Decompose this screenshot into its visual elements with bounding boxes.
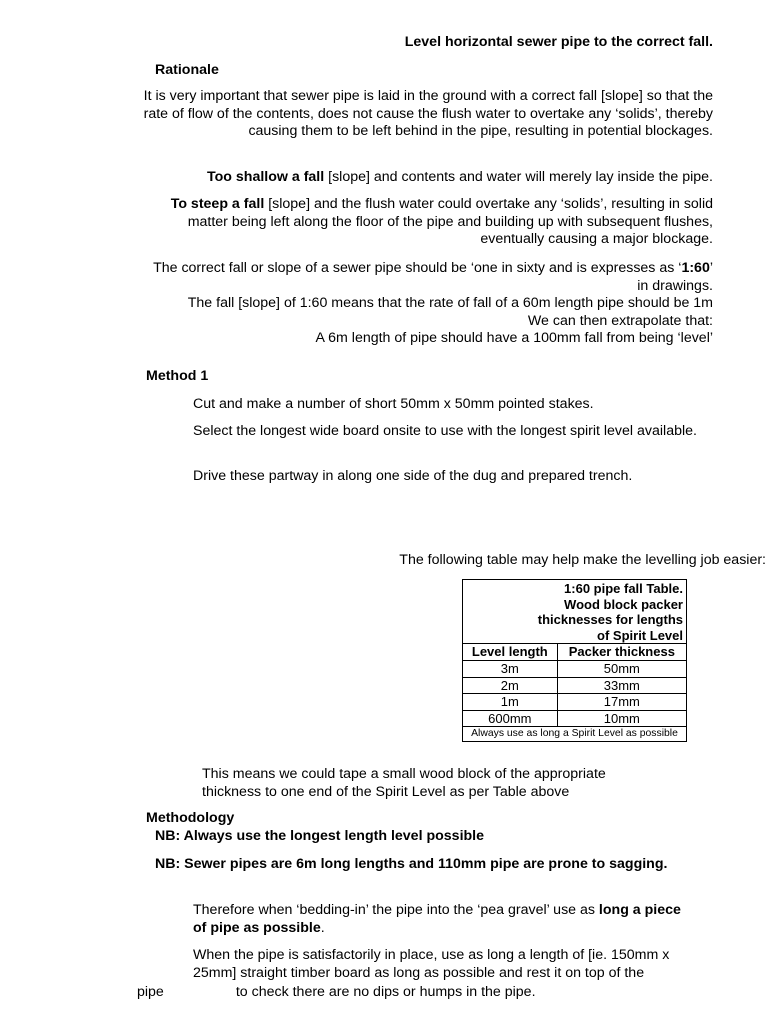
rationale-paragraph-2 — [140, 169, 713, 187]
correct-fall-text-b: ’ in drawings. — [637, 260, 713, 294]
method-1-step-3: Drive these partway in along one side of the dug and prepared trench. — [193, 468, 633, 484]
table-row — [463, 660, 687, 677]
bedding-emphasis: long a piece of pipe as possible — [193, 902, 681, 936]
methodology-step-check: When the pipe is satisfactorily in place, use as long a length of [ie. 150mm x 25mm] straight timber board as long as possible and rest it on top of the — [193, 947, 670, 981]
correct-fall-text-a: The correct fall or slope of a sewer pipe should be ‘one in sixty and is expresses as ‘ — [153, 260, 682, 276]
page-heading: Level horizontal sewer pipe to the correct fall. — [404, 34, 713, 50]
methodology-step-bedding — [193, 902, 693, 937]
level-length-cell: 600mm — [463, 710, 558, 727]
table-intro: The following table may help make the levelling job easier: — [399, 552, 766, 568]
method-1-step-2: Select the longest wide board onsite to use with the longest spirit level available. — [193, 423, 697, 439]
level-length-cell: 2m — [463, 677, 558, 694]
table-title-line: Wood block packer — [564, 596, 683, 612]
too-steep-text: [slope] and the flush water could overtake any ‘solids’, resulting in solid matter being left along the floor of the pipe and building up with subsequent flushes, eventually causing a major blockage. — [187, 196, 713, 248]
nb-note-1: NB: Always use the longest length level possible — [155, 828, 485, 844]
table-title-line: of Spirit Level — [597, 627, 683, 643]
header-packer-thickness: Packer thickness — [557, 644, 686, 661]
rationale-paragraph-1: It is very important that sewer pipe is laid in the ground with a correct fall [slope] so that the rate of flow of the contents, does not cause the flush water to overtake any ‘solids’, thereby causing them to be left behind in the pipe, resulting in potential blockages. — [143, 88, 713, 140]
table-title-row — [463, 580, 687, 644]
six-metre-text: A 6m length of pipe should have a 100mm fall from being ‘level’ — [315, 330, 713, 347]
table-title-line: thicknesses for lengths — [537, 612, 683, 628]
rationale-paragraph-4 — [140, 260, 713, 348]
ratio-label: 1:60 — [681, 260, 710, 276]
header-level-length: Level length — [463, 644, 558, 661]
check-dips-text: to check there are no dips or humps in the pipe. — [235, 984, 536, 1000]
table-title-line: 1:60 pipe fall Table. — [564, 581, 683, 596]
table-header-row — [463, 644, 687, 661]
too-steep-label: To steep a fall — [170, 196, 265, 212]
nb-note-2-text: NB: Sewer pipes are 6m long lengths and 110mm pipe are prone to sagging. — [155, 856, 668, 872]
packer-thickness-cell: 50mm — [557, 660, 686, 677]
extrapolate-text: We can then extrapolate that: — [527, 312, 713, 329]
methodology-step-check-end — [137, 984, 697, 1002]
table-note-row — [463, 727, 687, 742]
table-row — [463, 677, 687, 694]
rationale-paragraph-3 — [140, 196, 713, 249]
packer-thickness-cell: 17mm — [557, 694, 686, 711]
nb-note-2 — [137, 856, 697, 874]
too-shallow-text: [slope] and contents and water will merely lay inside the pipe. — [324, 169, 713, 185]
method-1-step-1: Cut and make a number of short 50mm x 50mm pointed stakes. — [193, 396, 594, 412]
correct-fall-text — [140, 260, 713, 295]
too-shallow-label: Too shallow a fall — [207, 169, 325, 185]
level-length-cell: 3m — [463, 660, 558, 677]
table-row — [463, 694, 687, 711]
table-row — [463, 710, 687, 727]
packer-thickness-cell: 10mm — [557, 710, 686, 727]
level-length-cell: 1m — [463, 694, 558, 711]
table-title — [463, 580, 687, 644]
rationale-title: Rationale — [155, 62, 219, 78]
method-1-title: Method 1 — [146, 368, 209, 384]
packer-thickness-cell: 33mm — [557, 677, 686, 694]
methodology-title: Methodology — [146, 810, 235, 826]
pipe-fall-table — [462, 579, 687, 742]
table-note: Always use as long a Spirit Level as possible — [463, 727, 687, 742]
pipe-word: pipe — [137, 984, 164, 1000]
bedding-text-b: . — [320, 919, 325, 936]
fall-definition-text: The fall [slope] of 1:60 means that the rate of fall of a 60m length pipe should be 1m — [187, 295, 713, 312]
after-table-text: This means we could tape a small wood block of the appropriate thickness to one end of the Spirit Level as per Table above — [202, 766, 606, 800]
bedding-text-a: Therefore when ‘bedding-in’ the pipe into the ‘pea gravel’ use as — [193, 902, 599, 918]
